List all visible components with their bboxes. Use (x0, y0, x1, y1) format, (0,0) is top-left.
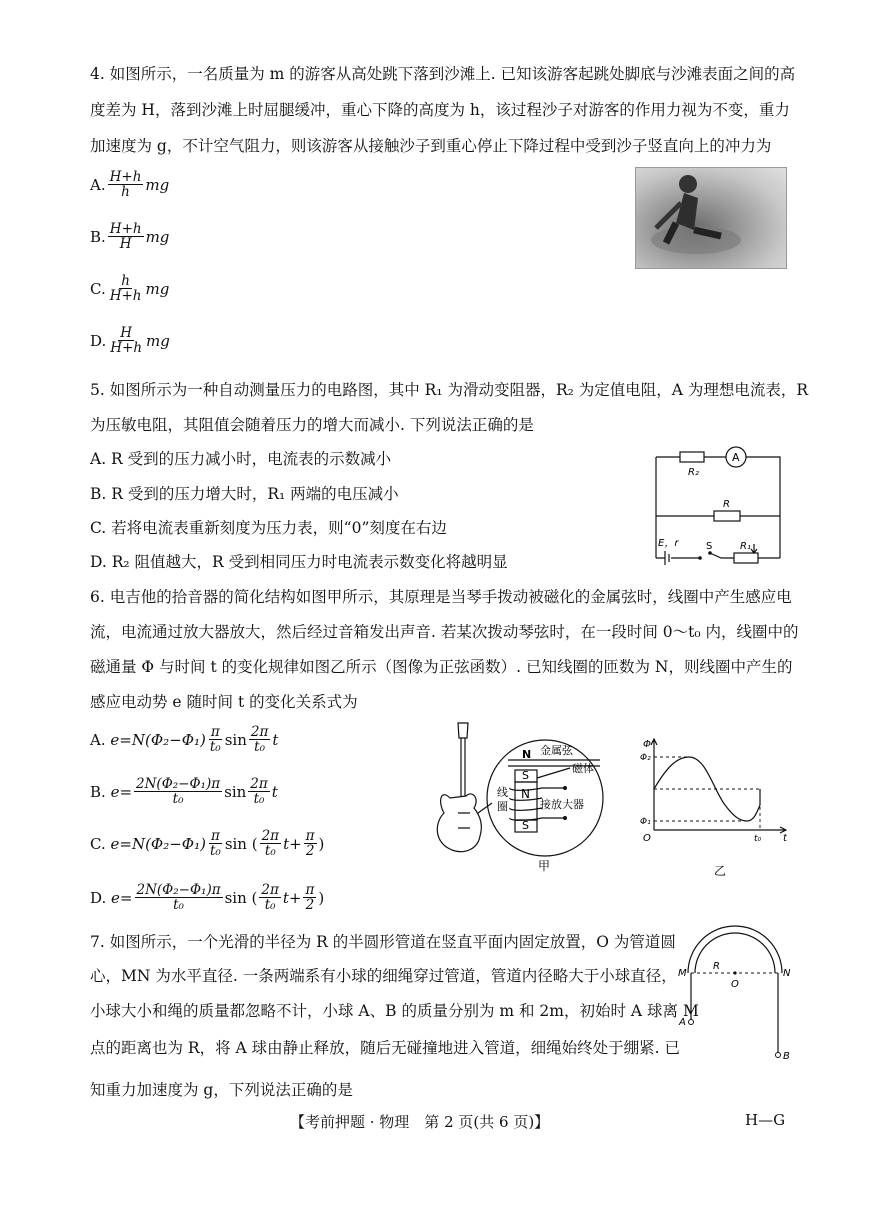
q4-line-1: 4. 如图所示，一名质量为 m 的游客从高处跳下落到沙滩上. 已知该游客起跳处脚底与沙滩表面之间的高 (90, 65, 796, 83)
q7-line-2: 心，MN 为水平直径. 一条两端系有小球的细绳穿过管道，管道内径略大于小球直径， (90, 967, 677, 985)
t0-label: t₀ (754, 834, 762, 844)
jumper-photo (635, 167, 787, 269)
semicircle-tube-figure (673, 925, 798, 1065)
phi1-label: Φ₁ (640, 817, 651, 827)
radius-label: R (713, 961, 720, 972)
q6-line-4: 感应电动势 e 随时间 t 的变化关系式为 (90, 693, 358, 711)
q5-option-d: D. R₂ 阻值越大，R 受到相同压力时电流表示数变化将越明显 (90, 553, 508, 571)
paper-code: H—G (745, 1111, 786, 1129)
q5-line-1: 5. 如图所示为一种自动测量压力的电路图，其中 R₁ 为滑动变阻器，R₂ 为定值电阻，A 为理想电流表，R (90, 381, 809, 399)
r1-label: R₁ (740, 541, 751, 552)
amplifier-label: 接放大器 (540, 798, 584, 811)
q4-option-a: A. $\frac{H+h}{h}$ mg (90, 169, 170, 201)
q4-option-d: D. $\frac{H}{H+h}$ mg (90, 325, 170, 357)
q6-line-2: 流，电流通过放大器放大，然后经过音箱发出声音. 若某次拨动琴弦时，在一段时间 0～t₀ 内，线圈中的 (90, 623, 799, 641)
q7-line-3: 小球大小和绳的质量都忽略不计，小球 A、B 的质量分别为 m 和 2m，初始时 A 球离 M (90, 1002, 699, 1020)
q4-option-b: B. $\frac{H+h}{H}$ mg (90, 221, 170, 253)
q4-option-c: C. $\frac{h}{H+h}$ mg (90, 273, 170, 305)
coil-label-1: 线 (497, 786, 508, 799)
figure-jia-caption: 甲 (538, 859, 551, 873)
q6-line-3: 磁通量 Φ 与时间 t 的变化规律如图乙所示（图像为正弦函数）. 已知线圈的匝数为 N，则线圈中产生的 (90, 658, 793, 676)
q7-line-4: 点的距离也为 R，将 A 球由静止释放，随后无碰撞地进入管道，细绳始终处于绷紧. 已 (90, 1039, 681, 1057)
switch-label: S (706, 541, 713, 552)
point-n-label: N (783, 968, 791, 979)
page-footer: 【考前押题 · 物理 第 2 页(共 6 页)】 (290, 1113, 550, 1131)
center-o-label: O (731, 979, 739, 990)
q5-line-2: 为压敏电阻，其阻值会随着压力的增大而减小. 下列说法正确的是 (90, 416, 534, 434)
guitar-pickup-figure (430, 718, 615, 878)
phi-axis-label: Φ (643, 739, 651, 750)
q5-option-a: A. R 受到的压力减小时，电流表的示数减小 (90, 450, 392, 468)
ammeter-label: A (732, 451, 740, 464)
phi2-label: Φ₂ (640, 753, 651, 763)
q4-line-2: 度差为 H，落到沙滩上时屈腿缓冲，重心下降的高度为 h，该过程沙子对游客的作用力视为不变，重力 (90, 101, 790, 119)
origin-label: O (643, 833, 651, 844)
point-m-label: M (678, 968, 687, 979)
s-pole-top-label: S (522, 769, 529, 782)
n-pole-magnet-label: N (521, 787, 530, 801)
q6-option-d: D. e= $\frac{\text{2N(Φ₂−Φ₁)π}}{\text{t₀}}$ sin ( $\frac{2\pi}{\text{t₀}}$ t+ $\frac{\pi}{2}$ ) (90, 882, 325, 914)
q6-option-b: B. e= $\frac{\text{2N(Φ₂−Φ₁)π}}{\text{t₀}}$ sin $\frac{2\pi}{\text{t₀}}$ t (90, 776, 278, 808)
q6-option-c: C. e=N(Φ₂−Φ₁) $\frac{\pi}{\text{t₀}}$ sin ( $\frac{2\pi}{\text{t₀}}$ t+ $\frac{\pi}{2}$ ) (90, 828, 325, 860)
battery-label: E，r (658, 538, 679, 549)
figure-yi-caption: 乙 (714, 864, 727, 878)
ball-a-label: A (679, 1017, 686, 1028)
s-pole-bottom-label: S (522, 819, 529, 832)
t-axis-label: t (783, 833, 787, 844)
q7-line-1: 7. 如图所示，一个光滑的半径为 R 的半圆形管道在竖直平面内固定放置，O 为管道圆 (90, 933, 676, 951)
ball-b-label: B (783, 1051, 790, 1062)
q7-line-5: 知重力加速度为 g，下列说法正确的是 (90, 1081, 353, 1099)
magnet-label: 磁体 (572, 762, 594, 775)
metal-string-label: 金属弦 (540, 744, 573, 757)
r2-label: R₂ (688, 467, 699, 478)
q6-option-a: A. e=N(Φ₂−Φ₁) $\frac{\pi}{\text{t₀}}$ sin $\frac{2\pi}{\text{t₀}}$ t (90, 724, 279, 756)
q5-option-c: C. 若将电流表重新刻度为压力表，则“0”刻度在右边 (90, 519, 447, 537)
coil-label-2: 圈 (497, 800, 508, 813)
flux-time-graph (638, 735, 793, 885)
r-label: R (723, 499, 730, 510)
q6-line-1: 6. 电吉他的拾音器的简化结构如图甲所示，其原理是当琴手拨动被磁化的金属弦时，线圈中产生感应电 (90, 588, 792, 606)
q4-line-3: 加速度为 g，不计空气阻力，则该游客从接触沙子到重心停止下降过程中受到沙子竖直向上的冲力为 (90, 137, 772, 155)
pressure-circuit-diagram (648, 440, 788, 570)
n-pole-label: N (522, 748, 532, 761)
q5-option-b: B. R 受到的压力增大时，R₁ 两端的电压减小 (90, 485, 399, 503)
